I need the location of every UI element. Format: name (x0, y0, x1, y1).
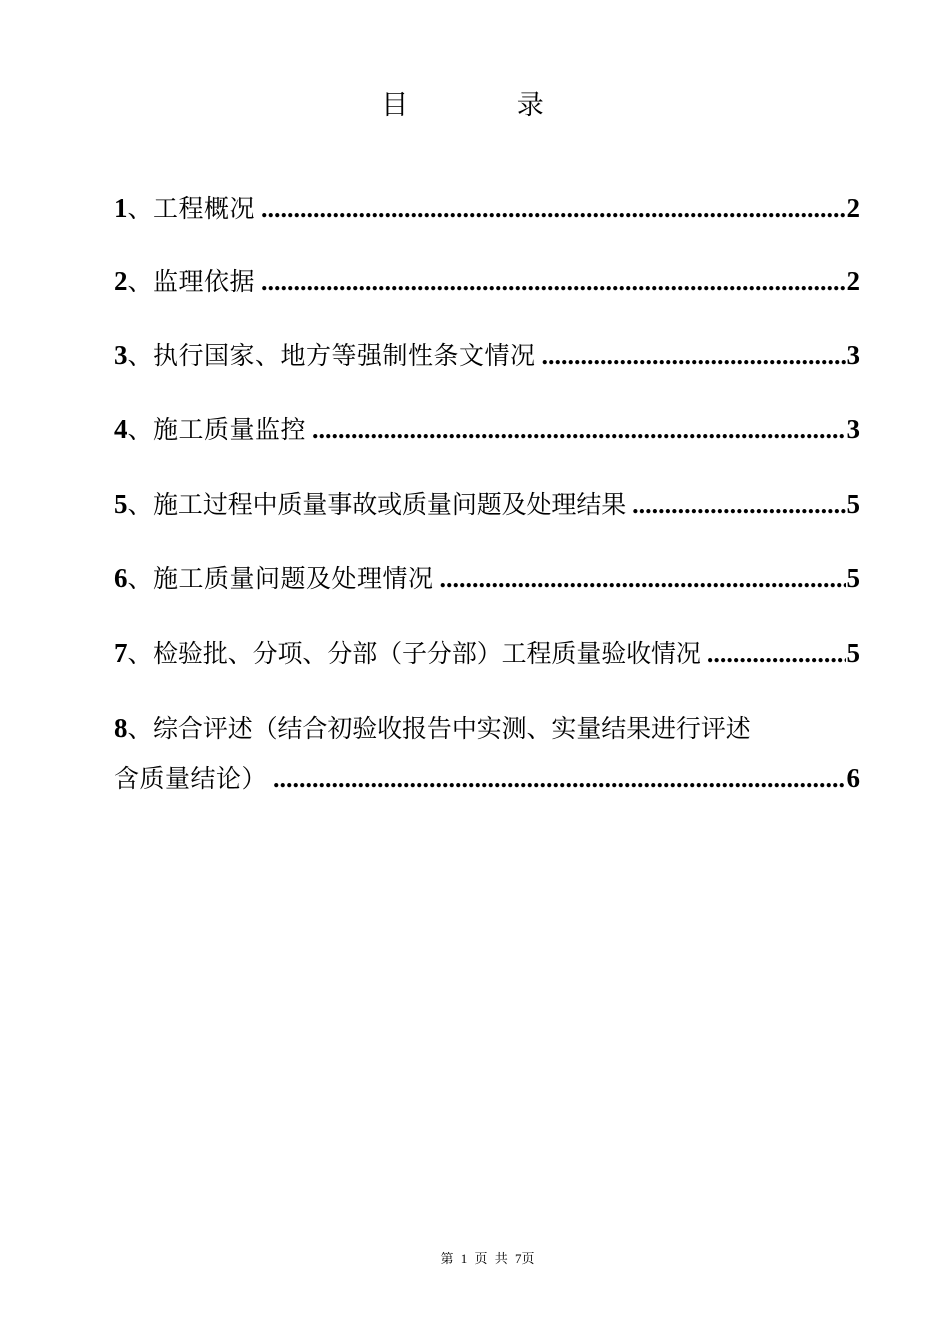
toc-entry[interactable] (114, 337, 860, 373)
toc-entry-number: 8 (114, 713, 128, 743)
toc-entry-page: 3 (846, 340, 860, 370)
toc-entry-continuation[interactable] (114, 760, 860, 796)
toc-entry-page: 2 (846, 266, 860, 296)
toc-entry-title: 执行国家、地方等强制性条文情况 (153, 341, 536, 370)
toc-entry-page: 5 (846, 489, 860, 519)
toc-entry-separator: 、 (127, 564, 154, 593)
toc-dot-leader (273, 761, 845, 797)
toc-entry[interactable] (114, 411, 860, 447)
toc-entry-number: 2 (114, 266, 128, 296)
toc-dot-leader (542, 338, 846, 374)
toc-entry-title-continued: 含质量结论） (114, 764, 268, 793)
toc-entry-page: 3 (846, 414, 860, 444)
toc-entry-title: 综合评述（结合初验收报告中实测、实量结果进行评述 (153, 714, 751, 743)
toc-entry-number: 7 (114, 638, 128, 668)
toc-dot-leader (440, 561, 846, 597)
toc-entry-number: 4 (114, 414, 128, 444)
toc-entry-title: 施工过程中质量事故或质量问题及处理结果 (153, 490, 627, 519)
toc-entry-number: 1 (114, 193, 128, 223)
toc-entry-separator: 、 (127, 490, 154, 519)
toc-entry-title: 施工质量问题及处理情况 (153, 564, 434, 593)
toc-entry-page: 5 (846, 638, 860, 668)
toc-entry-number: 5 (114, 489, 128, 519)
toc-entry-number: 3 (114, 340, 128, 370)
toc-entry-page: 5 (846, 563, 860, 593)
document-title: 目 录 (381, 90, 594, 121)
toc-entry[interactable] (114, 263, 860, 299)
page-footer: 第 1 页 共 7页 (440, 1251, 535, 1266)
toc-entry-separator: 、 (127, 341, 154, 370)
toc-entry-title: 监理依据 (153, 267, 256, 296)
toc-entry-page: 2 (846, 193, 860, 223)
toc-entry-separator: 、 (127, 639, 154, 668)
toc-dot-leader (261, 264, 845, 300)
toc-entry-title: 工程概况 (153, 194, 256, 223)
toc-dot-leader (707, 636, 846, 672)
toc-entry-number: 6 (114, 563, 128, 593)
toc-entry-separator: 、 (127, 415, 154, 444)
toc-dot-leader (632, 487, 845, 523)
toc-dot-leader (312, 412, 845, 448)
toc-entry-title: 检验批、分项、分部（子分部）工程质量验收情况 (153, 639, 701, 668)
toc-entry-separator: 、 (127, 714, 154, 743)
toc-entry-page: 6 (846, 763, 860, 793)
toc-dot-leader (261, 191, 845, 227)
toc-entry-separator: 、 (127, 194, 154, 223)
toc-entry[interactable] (114, 710, 860, 746)
toc-entry[interactable] (114, 190, 860, 226)
toc-entry[interactable] (114, 635, 860, 671)
toc-entry[interactable] (114, 560, 860, 596)
toc-entry[interactable] (114, 486, 860, 522)
toc-entry-separator: 、 (127, 267, 154, 296)
toc-entry-title: 施工质量监控 (153, 415, 307, 444)
